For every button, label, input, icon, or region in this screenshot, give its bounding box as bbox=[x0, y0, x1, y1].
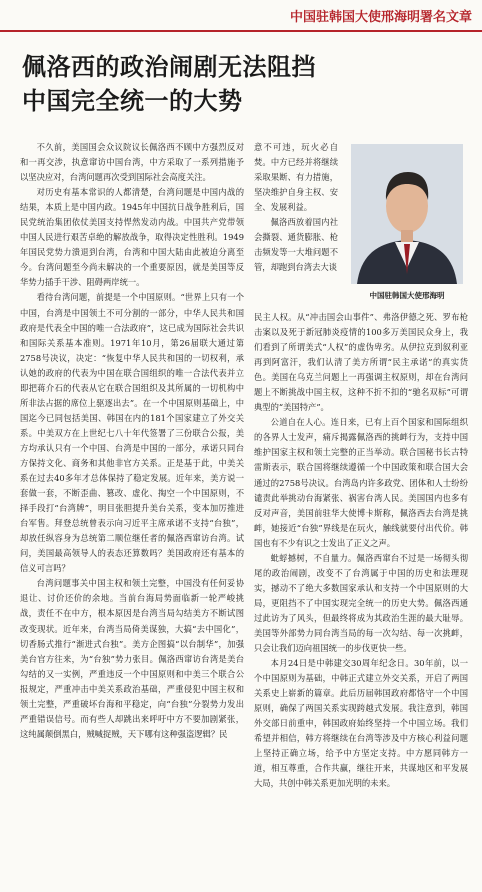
headline-line-1: 佩洛西的政治闹剧无法阻挡 bbox=[22, 53, 316, 81]
author-photo-box bbox=[345, 140, 469, 308]
section-header bbox=[0, 0, 482, 34]
header-divider bbox=[0, 30, 482, 32]
headline-line-2: 中国完全统一的大势 bbox=[22, 87, 243, 115]
article-body-left-column bbox=[20, 140, 244, 888]
photo-caption: 中国驻韩国大使邢海明 bbox=[369, 291, 445, 300]
paragraph: 不久前，美国国会众议院议长佩洛西不顾中方强烈反对和一再交涉，执意窜访中国台湾，中方采取了一系列措施予以坚决应对，台湾问题再次受到国际社会高度关注。 bbox=[20, 142, 244, 183]
section-title: 中国驻韩国大使邢海明署名文章 bbox=[289, 10, 472, 25]
article-headline bbox=[22, 50, 462, 118]
article-body-right-top-column bbox=[254, 140, 338, 310]
paragraph: 看待台湾问题，前提是一个中国原则。“世界上只有一个中国，台湾是中国领土不可分割的一部分，中华人民共和国政府是代表全中国的唯一合法政府”，这已成为国际社会共识和国际关系基本准则。1971年10月，第26届联大通过第2758号决议，决定：“恢复中华人民共和国的一切权利，承认她的政府的代表为中国在联合国组织的唯一合法代表并立即把蒋介石的代表从它在联合国组织及其所属的一切机构中所非法占据的席位上驱逐出去”。在一个中国原则基础上，中国迄今已同包括美国、韩国在内的181个国家建立了外交关系。中美双方在上世纪七八十年代签署了三份联合公报，美方均承认只有一个中国、台湾是中国的一部分，承诺只同台方保持文化、商务和其他非官方关系。正是基于此，中美关系在过去40多年才总体保持了稳定发展。近年来，美方说一套做一套，不断歪曲、篡改、虚化、掏空一个中国原则，不择手段打“台湾牌”，明目张胆提升美台关系，变本加厉推进台军售。拜登总统曾表示向习近平主席承诺不支持“台独”，却放任纵容身为总统第二顺位继任者的佩洛西窜访台湾。试问，美国最高领导人的表态还算数吗？美国政府还有基本的信义可言吗？ bbox=[20, 292, 244, 574]
paragraph: 公道自在人心。连日来，已有上百个国家和国际组织的各界人士发声，痛斥揭露佩洛西的挑衅行为，支持中国维护国家主权和领土完整的正当举动。联合国秘书长古特雷斯表示，联合国将继续遵循一个中国政策和联合国大会通过的2758号决议。台湾岛内许多政党、团体和人士纷纷谴责此举挑动台海紧张、祸害台湾人民。美国国内也多有反对声音，美国前驻华大使博卡斯称，佩洛西去台湾是挑衅，她接近“台独”界线是在玩火，触线就要付出代价。韩国也有不少有识之士发出了正义之声。 bbox=[254, 417, 468, 548]
paragraph: 蚍蜉撼树，不自量力。佩洛西窜台不过是一场彻头彻尾的政治闹剧，改变不了台湾属于中国的历史和法理现实，撼动不了绝大多数国家承认和支持一个中国原则的大局，更阻挡不了中国实现完全统一的历史大势。佩洛西通过此访为了风头，但最终将成为其政治生涯的最大耻辱。美国等外部势力同台湾当局的每一次勾结、每一次挑衅，只会让我们迈向祖国统一的步伐更快一些。 bbox=[254, 552, 468, 654]
paragraph: 对历史有基本常识的人都清楚，台湾问题是中国内战的结果，本质上是中国内政。1945年中国抗日战争胜利后，国民党统治集团依仗美国支持悍然发动内战。中国共产党带领中国人民进行艰苦卓绝的解放战争，取得决定性胜利。1949年国民党势力溃退到台湾，台湾和中国大陆由此被迫分离至今。台湾问题至今尚未解决的一个重要原因，就是美国等反华势力插手干涉、阻碍两岸统一。 bbox=[20, 187, 244, 288]
paragraph: 本月24日是中韩建交30周年纪念日。30年前，以一个中国原则为基础，中韩正式建立外交关系，开启了两国关系史上崭新的篇章。此后历届韩国政府都恪守一个中国原则，确保了两国关系实现跨越式发展。我注意到，韩国外交部日前重申，韩国政府始终坚持一个中国立场。我们希望并相信，韩方将继续在台湾等涉及中方核心利益问题上坚持正确立场，给予中方坚定支持。中方愿同韩方一道，相互尊重，合作共赢，继往开来，共谋地区和平发展大局，共创中韩关系更加光明的未来。 bbox=[254, 658, 468, 789]
author-photo bbox=[351, 144, 463, 284]
paragraph: 台湾问题事关中国主权和领土完整，中国没有任何妥协退让、讨价还价的余地。当前台海局势面临新一轮严峻挑战，责任不在中方，根本原因是台湾当局勾结美方不断试图改变现状。近年来，台湾当局倚美谋独，大搞“去中国化”，切香肠式推行“渐进式台独”。美方企图搞“以台制华”，加强美台官方往来，为“台独”势力张目。佩洛西窜访台湾是美台勾结的又一实例，严重违反一个中国原则和中美三个联合公报规定，严重冲击中美关系政治基础，严重侵犯中国主权和领土完整，严重破坏台海和平稳定，向“台独”分裂势力发出严重错误信号。而有些人却跳出来呼吁中方不要加剧紧张，这纯属颠倒黑白，贼喊捉贼，天下哪有这种强盗逻辑？民 bbox=[20, 578, 244, 739]
article-body-right-column bbox=[254, 310, 468, 888]
paragraph-continued: 民主人权。从“冲击国会山事件”、弗洛伊德之死、罗布枪击案以及死于新冠肺炎疫情的100多万美国民众身上，我们看到了所谓美式“人权”的虚伪卑劣。从伊拉克到叙利亚再到阿富汗，我们认清了美方所谓“民主承诺”的真实货色。美国在乌克兰问题上一再强调主权原则，却在台湾问题上不断挑战中国主权，这种不折不扣的“驰名双标”可谓典型的“美国特产”。 bbox=[254, 312, 468, 413]
portrait-illustration bbox=[351, 144, 463, 284]
paragraph: 佩洛西放着国内社会撕裂、通货膨胀、枪击频发等一大堆问题不管，却跑到台湾去大谈 bbox=[254, 217, 338, 273]
paragraph-continued: 意不可违，玩火必自焚。中方已经并将继续采取果断、有力措施，坚决维护自身主权、安全、发展利益。 bbox=[254, 142, 338, 213]
